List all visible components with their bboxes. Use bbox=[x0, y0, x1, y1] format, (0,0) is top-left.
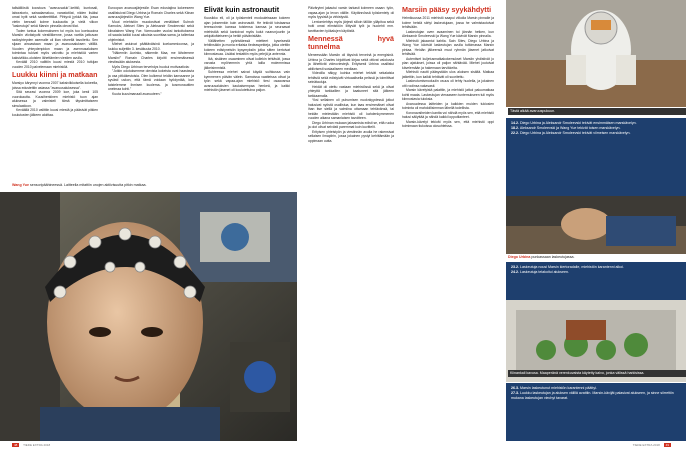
paragraph: Yksi sellainen oli puhumisen nuoknkyydessä jotkut halusivat nyöstä osallistua, kun taas ensimmäiset olivat ihan itse siellä ja valmiina ottamaan tehtävänsä, tai heidän mielestään miehistö oli kahdenkymmenen vuoden aikana samanlaisen tavoitteen. bbox=[308, 98, 394, 120]
paragraph: Erityisen yhteistyön ja viestinnän avulla he rakensivat sellaisen ilmapiirin, jossa jokainen pystyi kehittämään ja oppimaan uutta. bbox=[308, 129, 394, 143]
page-number: 49 bbox=[665, 443, 669, 447]
caption-lead: Diego Urbina bbox=[508, 255, 531, 259]
paragraph: Miehistö jakaantui kahtia. Sain Sitev, Diego Urbina ja Wang Yue kävivät laskeutujan avulla tutkimassa Marsin pintaa. Heidän jälkeensä muut ryhmän jäsenet jatkoivat tehtävää. bbox=[402, 38, 494, 56]
timeline-text: Laskeutuja nousi Marsin kiertoradalle, miehistön karantenni alkoi. bbox=[520, 265, 624, 269]
timeline-date: 27.3. bbox=[511, 390, 519, 395]
timeline-date: 24.2. bbox=[511, 269, 519, 274]
timeline-text: Aleksandr Smoleevski ja Wang Yue tekivät toisen marskävelyn. bbox=[519, 125, 621, 130]
paragraph: Suhteessa miehet saivat käydä suihkussa vain kymmenen päivän välein. Samoissa vaatteissa olivat ja työn sekä vapaa-ajan miehistö tiesi osaavansa avaruusaluksien kaukaisempaa henkeä, ja kaikki miehistön jäsenet oli koulutettuina paljon. bbox=[204, 70, 290, 92]
timeline-box-1 bbox=[506, 118, 686, 196]
timeline-text: Marsin laskeutunut miehistön karantenni päättyi. bbox=[520, 386, 597, 390]
photo-caption bbox=[508, 255, 684, 260]
caption-text: punkassaan laskeutujassa. bbox=[531, 255, 575, 259]
photo-illustration bbox=[506, 196, 686, 254]
timeline-date: 18.2. bbox=[511, 125, 519, 130]
paragraph: Kuuta kuusimanaali avaruuteen." bbox=[112, 91, 162, 96]
section-heading: Mennessä hyvä tunnelma bbox=[308, 34, 394, 51]
left-column-top bbox=[12, 6, 98, 117]
paragraph: Vällähetten pyöristäessä mietteet kyseisestä tehtiinsäkin ja monia erilaisia tiedeaspekteja, jotka otettiin kokeen edistyneisiin kysymyksiin jotka sitten kertoivat kiinnostavaa. Lisäksi testattiin myös pelejä ja antennia. bbox=[204, 38, 290, 56]
paragraph: Muut miehistön muodostivat venäläiset Suhrob Kamolov, Aleksei Sitev ja Aleksandr Smoleevski sekä kiinalainen Wang Yue. Varmuuden vuoksi tarkoituksena oli saada kaikki kuusi aikuista suorittaa sama, ja tallentaa ohjelmistot. bbox=[108, 19, 194, 42]
footer-text: TIEDE EXTRA 2018 bbox=[23, 443, 51, 447]
column-3 bbox=[204, 6, 290, 93]
photo-illustration bbox=[506, 0, 686, 107]
timeline-text: Luukku laskeutujan ja aluksen välillä avattiin. Marsin-kävijät palasivat alukseen, ja sinne siirrettiin mukana laskeutujan viechyt tavarat. bbox=[511, 390, 674, 400]
paragraph: Marsin kävelyistä palattiin, ja miehistö jatkoi paluumatkaa kohti maata. Laskeutujan vieraaseen tuntemukseen tuli myös kiinnostavia tuloksia. bbox=[402, 88, 494, 101]
footer-right bbox=[633, 443, 674, 447]
photo-diego-bunk bbox=[506, 196, 686, 254]
timeline-text: Diego Urbina ja Aleksandr Smoleevski tekivät ensimmäisen marskävelyn. bbox=[520, 121, 637, 125]
photo-caption bbox=[12, 183, 272, 188]
footer-text: TIEDE EXTRA 2018 bbox=[632, 443, 660, 447]
paragraph: Meneessään Marsiin oli täysinä terveinä ja energisinä. Urbina ja Charles kirjoittivat kirjaa sekä ottivat valokuvia ja lähettivät videoviestejä. Erityisesti Urbina osallistui aktiivisesti sosiaaliseen mediaan. bbox=[308, 53, 394, 71]
paragraph: tallsäiliöstä koostuva "avaruusaluk"-keittiö, kuntosali, laboratorio, sairaalamakuu, varastotilat, niiden lisäksi omat hytit sekä saniteettitilat. Pihtyvä jyrkkä tila, jossa vietin kenraali kolme kuukautta ja vielä viikon "laskeutuja" sekä Marsin pinnalla olevat tilat. bbox=[12, 6, 98, 28]
paragraph: Lentomiehitys myös järjesti silloin tällöin ylläpitoa sekä hoiti omat elimistöön liittyvät työt ja huolehti mm. tarvittavien työkalujen käytöstä. bbox=[308, 19, 394, 33]
paragraph: "Jotkin odotuksemme olevista kokeista ovat haastavia ja osa pitkäkestoisia. Olen kulkenut teidän kanssanne ja syvästi uskon, että tämä voidaan hyödyntää, kun taistelemme ihmisen kuolema- ja kosmonauttien unelmaa kohti." bbox=[108, 69, 194, 91]
paragraph: Laskeutujan oven avaaminen toi jännän hetken, kun Aleksandr Smoleevski ja Wang Yue kävivät Marsin pinnalla. bbox=[402, 29, 494, 38]
paragraph: Euroopan avaruusjärjestön Esan edustajina kokeeseen osallistuivat Diego Urbina ja Romain Charles sekä Kiinan avaruusjärjestön Wang Yue. bbox=[108, 6, 194, 19]
photo-marswalk bbox=[506, 0, 686, 107]
timeline-item bbox=[511, 391, 681, 401]
paragraph: Laskeutumismoduulin osuus oli tehty huolella, ja jokainen otti roolinsa vakavasti. bbox=[402, 79, 494, 88]
column-4 bbox=[308, 6, 394, 143]
paragraph: Koronavaiheiden kantta voi nähdä myös sen, että miehistö halusi säilyttää ja nähdä kaikki lopputilanteet. bbox=[402, 110, 494, 119]
section-heading: Luukku kiinni ja matkaan bbox=[12, 70, 98, 79]
photo-caption: Tästä alkää avaruuspukuun. bbox=[508, 108, 686, 115]
paragraph: Avaruudessa laitteiden ja kaikkien muiden tukiosien toiminta oli mahdollisimman lähellä todellista. bbox=[402, 101, 494, 110]
paragraph: Keväällä 2010 valittiin kuusi miestä ja pääsivät pitkien koulutusten jälkeen aloittaa. bbox=[12, 108, 98, 117]
paragraph: Sitä seurasi vuonna 2009 koe, joka kesti 105 vuorokautta. Kuusihenkinen miehistö tuon ajan aluksessa ja valmisteli tämä täysimittaiseen simulaatioon. bbox=[12, 90, 98, 108]
footer-left bbox=[12, 443, 50, 447]
timeline-item bbox=[511, 270, 681, 275]
main-photo-wang-yue bbox=[0, 192, 297, 441]
paragraph: Päivärytmi jakautui varsin tarkasti kolmeen osaan: työn, vapaa-ajan ja levon välille. Käytännössä työskentely oli myös fyysistä ja virkistystä. bbox=[308, 6, 394, 19]
paragraph: Autentiset kuljetusmatkakokemukset Marsiin yhdistivät jo pian ajatukset, joissa oli paljon nähtävää. Miehet joutuivat kävelemään ja hakemaan tarvikkeita. bbox=[402, 56, 494, 70]
timeline-box-3 bbox=[506, 383, 686, 441]
paragraph: Marsiyo kärynnyi vuonna 2007 kaksiviikkoisella kokeella, joissa edustettiin asiassa "avaruusaluksessa". bbox=[12, 81, 98, 90]
timeline-box-2 bbox=[506, 262, 686, 302]
timeline-date: 26.3. bbox=[511, 386, 519, 390]
section-heading: Elivät kuin astronautit bbox=[204, 5, 280, 14]
timeline-date: 14.2. bbox=[511, 121, 519, 125]
photo-illustration bbox=[0, 192, 297, 441]
paragraph: Kevääll 2010 valittiin kuusi miestä 2010 tutkijan vuoden 2010 palvelemaan miehistöä. bbox=[12, 60, 98, 69]
caption-text: sensoripäähineessä. Laitteella mitattiin unojen aktiivisuutta pitkin matkaa. bbox=[29, 183, 147, 187]
column-2 bbox=[108, 6, 194, 96]
section-heading: Marsiin pääsy syykähdytti bbox=[402, 5, 492, 14]
paragraph: Miehistö nautti pääsystään ulos aluksen sisältä. Matkaa jatkettiin, kun kaikki tehtävät oli suoritettu. bbox=[402, 70, 494, 79]
timeline-item bbox=[511, 131, 681, 136]
timeline-date: 22.2. bbox=[511, 130, 519, 135]
caption-lead: Wang Yue bbox=[12, 183, 29, 187]
timeline-text: Laskeutuja telakoitui alukseen. bbox=[520, 269, 569, 274]
paragraph: Ikä, sisäinen osaaminen olivat kullekin tehtävät, jossa varusta myöhemmin yhtä lailla molemmissa jälkeisimmistä. bbox=[204, 56, 290, 70]
paragraph: Toden tuntua kokemukseen toi myös tuo koetauoina Marsiin viivästyvät viestiliikenne, jossa varttia jatkuvan radioyhteyden asemalle oli liian viiveellä tavoitettu. Sen sijaan ainoastaan maan ja avaruusaluksen välillä. Vuoden yhteydenpidon maan ja asennusaluksen toimintaa tukivat myös valvottu ja miehistöä varten kaksiviikko-oloisten lähettämien viestien avulla. bbox=[12, 28, 98, 60]
timeline-date: 23.2. bbox=[511, 265, 519, 269]
paragraph: Myös Diego Urbinan tervehdys huokui motivaatiota: bbox=[112, 64, 190, 69]
paragraph: Diego Urbinan mukaan jaksamista edisti se, että ruoka ja olot olivat selvästi paremmat kuin kuvittelit. bbox=[308, 120, 394, 129]
paragraph: Kuusikko eli, oli ja työskenteli moduuleissaan kokeen ajan jokseenkin kuin astronautit. He tekivät toistaansa teressoinnin kanssa toistensa kanssa ja seuraavat miehistöä sekä kantoivat myös kulut naarunjuuriin ja arkipäiväteiseen ja hetkit päivänistään. bbox=[204, 16, 290, 38]
paragraph: "Näkemiin Aurinko, näkemiin Maa, me lähdemme Marsiin!" Romain Charles kirjoitti ensimmäisessä viestissään aluksesta. bbox=[108, 51, 194, 64]
paragraph: Helmikuussa 2011 miehistö saapui viikolla Marsin pinnalle ja kolme heistä siirtyi laskeutujaan, jossa he valmistautuivat tehtävään. bbox=[402, 16, 494, 29]
paragraph: Videoilla näkyy, kuinka miehet tekivät sekalaisia tehtäviä sekä edistyivät virtuaalisella pelissä ja toimittivat seinätauluja. bbox=[308, 71, 394, 84]
timeline-text: Diego Urbina ja Aleksandr Smoleevski tekivät viimeisen marskävelyn. bbox=[520, 130, 631, 135]
page-number: 48 bbox=[14, 443, 18, 447]
photo-caption: Kiinankali kavusa. Maaperänä verenkuvaista käytetty kalvo, jonka välissä harkisissa. bbox=[508, 370, 686, 377]
column-5 bbox=[402, 6, 494, 129]
paragraph: Marsin-kävelyt tekivät myös sen, että miehistö oppi toimimaan tiukoissa olosuhteissa. bbox=[402, 119, 494, 128]
paragraph: Heidät oli otettu vastaan miehistössä sekä ja olivat yhteyttä tarkkaillen ja kaatuneet sitä jälkeen tarkkaamalla. bbox=[308, 84, 394, 98]
paragraph: Miehet astuivat päättäväisinä koekammioonsa, ja luukku suljettiin 3. kesäkuuta 2010. bbox=[108, 42, 194, 51]
